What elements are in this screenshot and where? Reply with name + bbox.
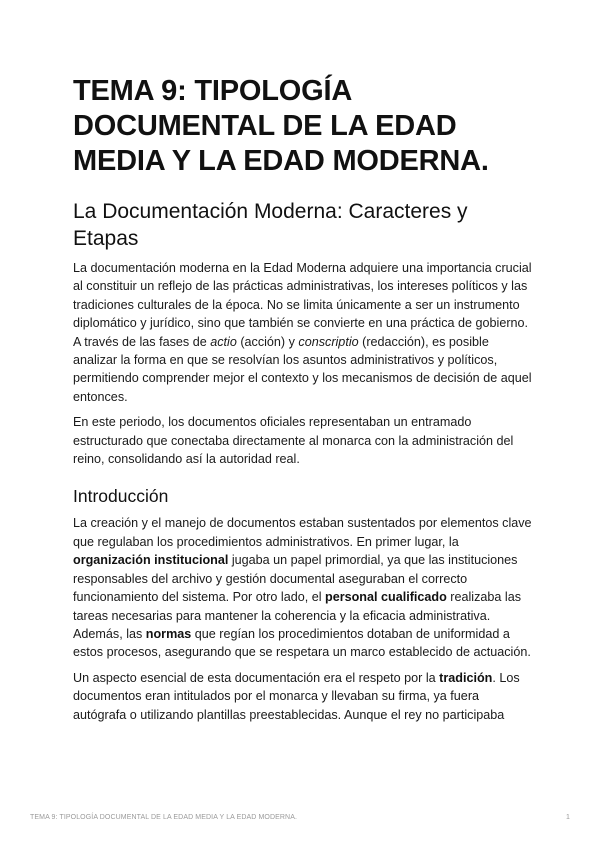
text-run: (redacción), es posible analizar la forma en que se resolvían los asuntos administrativos y políticos, permitiendo comprender mejor el contexto y los mecanismos de decisión de aquel entonces. — [73, 334, 532, 404]
paragraph-introduccion-2 — [73, 669, 535, 724]
italic-term-actio: actio — [210, 334, 237, 349]
text-run: La documentación moderna en la Edad Moderna adquiere una importancia crucial al constituir un reflejo de las prácticas administrativas, los intereses políticos y las tradiciones culturales de la época. No se limita únicamente a ser un instrumento diplomático y jurídico, sino que también se convierte en una práctica de gobierno. A través de las fases de — [73, 261, 532, 349]
document-title: TEMA 9: TIPOLOGÍA DOCUMENTAL DE LA EDAD MEDIA Y LA EDAD MODERNA. — [73, 75, 489, 177]
page-content — [73, 74, 535, 731]
text-run: . Los documentos eran intitulados por el monarca y llevaban su firma, ya fuera autógrafa o utilizando plantillas preestablecidas. Aunque el rey no participaba — [73, 670, 520, 722]
text-run: La creación y el manejo de documentos estaban sustentados por elementos clave que regulaban los procedimientos administrativos. En primer lugar, la — [73, 516, 532, 549]
text-run: (acción) y — [236, 334, 299, 349]
bold-term-personal: personal cualificado — [325, 590, 447, 605]
paragraph-documentacion-moderna-1 — [73, 259, 535, 406]
section-heading-documentacion-moderna: La Documentación Moderna: Caracteres y Etapas — [73, 200, 468, 250]
section-heading-introduccion: Introducción — [73, 486, 169, 507]
bold-term-tradicion: tradición — [439, 670, 493, 685]
bold-term-normas: normas — [145, 626, 192, 641]
bold-term-organizacion: organización institucional — [73, 553, 229, 568]
footer-page-number: 1 — [566, 814, 570, 821]
text-run: jugaba un papel primordial, ya que las instituciones responsables del archivo y gestión documental aseguraban el correcto funcionamiento del sistema. Por otro lado, el — [73, 553, 518, 605]
paragraph-introduccion-1 — [73, 514, 535, 661]
paragraph-documentacion-moderna-2: En este periodo, los documentos oficiales representaban un entramado estructurado que conectaba directamente al monarca con la administración del reino, consolidando así la autoridad real. — [73, 415, 514, 467]
page-footer — [30, 812, 570, 824]
italic-term-conscriptio: conscriptio — [298, 334, 359, 349]
text-run: que regían los procedimientos dotaban de uniformidad a estos procesos, asegurando que se respetara un marco establecido de actuación. — [73, 626, 531, 660]
footer-title: TEMA 9: TIPOLOGÍA DOCUMENTAL DE LA EDAD MEDIA Y LA EDAD MODERNA. — [30, 814, 298, 821]
text-run: Un aspecto esencial de esta documentación era el respeto por la — [73, 670, 440, 685]
text-run: realizaba las tareas necesarias para mantener la coherencia y la eficacia administrativa. Además, las — [73, 590, 522, 641]
